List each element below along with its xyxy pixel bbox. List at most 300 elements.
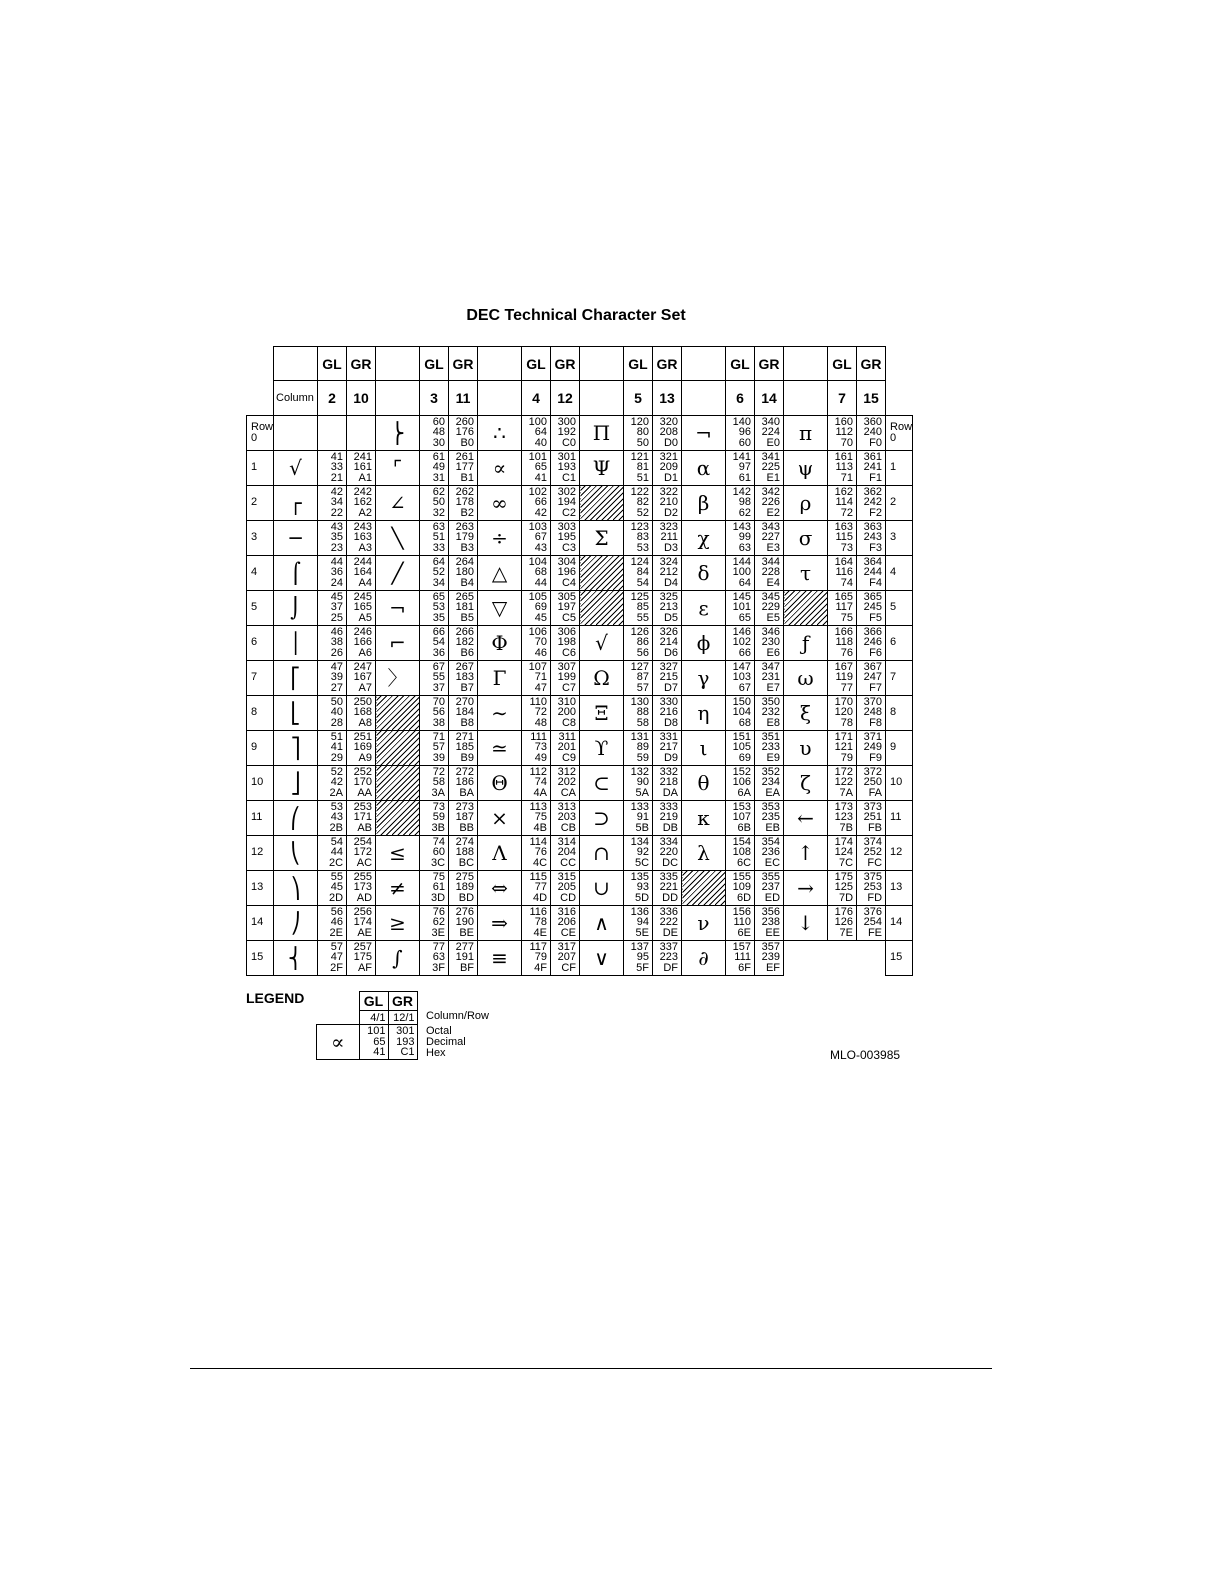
gl-codes: 44 36 24	[318, 555, 347, 590]
symbol-glyph: ∝	[478, 450, 522, 485]
row-number: 2	[251, 496, 258, 508]
symbol-glyph: ⎬	[376, 415, 420, 450]
gl-codes: 162 114 72	[828, 485, 857, 520]
row-number: 5	[251, 601, 258, 613]
symbol-glyph: η	[682, 695, 726, 730]
gr-codes: 330 216 D8	[653, 695, 682, 730]
gl-codes: 52 42 2A	[318, 765, 347, 800]
column-header-spacer	[580, 347, 624, 381]
gr-codes: 345 229 E5	[755, 590, 784, 625]
gr-codes: 245 165 A5	[347, 590, 376, 625]
row-number: 13	[890, 881, 903, 893]
gr-codes: 372 250 FA	[857, 765, 886, 800]
symbol-glyph: ⎞	[274, 870, 318, 905]
row-label	[247, 555, 274, 590]
gr-codes: 275 189 BD	[449, 870, 478, 905]
gl-codes: 135 93 5D	[624, 870, 653, 905]
gl-codes: 54 44 2C	[318, 835, 347, 870]
gl-codes: 112 74 4A	[522, 765, 551, 800]
row-label-right	[886, 800, 913, 835]
gl-column-number: 4	[522, 381, 551, 416]
row-number: 9	[890, 741, 897, 753]
gl-codes: 62 50 32	[420, 485, 449, 520]
gl-codes: 50 40 28	[318, 695, 347, 730]
gl-column-number: 5	[624, 381, 653, 416]
column-header-spacer	[784, 381, 828, 416]
row-number: 1	[890, 461, 897, 473]
row-label-right	[886, 485, 913, 520]
gl-codes: 174 124 7C	[828, 835, 857, 870]
gl-codes: 145 101 65	[726, 590, 755, 625]
row-number: 10	[251, 776, 264, 788]
symbol-glyph: Ξ	[580, 695, 624, 730]
gr-header: GR	[755, 347, 784, 381]
symbol-glyph: ⎠	[274, 905, 318, 940]
gr-codes: 260 176 B0	[449, 415, 478, 450]
row-label-right	[886, 730, 913, 765]
gr-codes: 261 177 B1	[449, 450, 478, 485]
gl-codes: 124 84 54	[624, 555, 653, 590]
gl-codes: 144 100 64	[726, 555, 755, 590]
row-number: 6	[890, 636, 897, 648]
gl-codes: 102 66 42	[522, 485, 551, 520]
legend-table	[316, 991, 418, 1060]
symbol-glyph: ⎛	[274, 800, 318, 835]
gr-codes: 370 248 F8	[857, 695, 886, 730]
symbol-glyph: ∂	[682, 940, 726, 975]
gr-codes: 355 237 ED	[755, 870, 784, 905]
row-number: 3	[251, 531, 258, 543]
gr-header: GR	[551, 347, 580, 381]
gr-codes: 336 222 DE	[653, 905, 682, 940]
gr-codes: 343 227 E3	[755, 520, 784, 555]
legend-gr-position: 12/1	[388, 1011, 417, 1025]
symbol-glyph: Σ	[580, 520, 624, 555]
gr-codes: 335 221 DD	[653, 870, 682, 905]
gr-codes: 264 180 B4	[449, 555, 478, 590]
gr-codes: 272 186 BA	[449, 765, 478, 800]
gr-header: GR	[653, 347, 682, 381]
symbol-glyph: ¬	[682, 415, 726, 450]
row-label-right	[886, 415, 913, 450]
gl-codes: 73 59 3B	[420, 800, 449, 835]
gr-codes: 320 208 D0	[653, 415, 682, 450]
symbol-glyph: Λ	[478, 835, 522, 870]
header-corner-right	[886, 347, 913, 381]
gr-codes: 361 241 F1	[857, 450, 886, 485]
gl-codes: 67 55 37	[420, 660, 449, 695]
symbol-glyph: ⌠	[274, 555, 318, 590]
gl-codes: 60 48 30	[420, 415, 449, 450]
legend-gl-codes: 101 65 41	[359, 1025, 388, 1060]
legend-label-column-row: Column/Row	[426, 1010, 489, 1022]
row-number: 14	[251, 916, 264, 928]
gr-codes: 362 242 F2	[857, 485, 886, 520]
row-number: 11	[251, 811, 263, 823]
gl-codes: 43 35 23	[318, 520, 347, 555]
symbol-glyph: ↑	[784, 835, 828, 870]
gl-codes: 71 57 39	[420, 730, 449, 765]
symbol-glyph: ∪	[580, 870, 624, 905]
row-word: Row	[890, 420, 913, 433]
gl-codes: 103 67 43	[522, 520, 551, 555]
gr-codes: 255 173 AD	[347, 870, 376, 905]
row-number: 2	[890, 496, 897, 508]
gr-codes: 351 233 E9	[755, 730, 784, 765]
symbol-glyph: β	[682, 485, 726, 520]
symbol-glyph: Π	[580, 415, 624, 450]
gl-column-number: 2	[318, 381, 347, 416]
row-number: 12	[251, 846, 264, 858]
row-number: 6	[251, 636, 258, 648]
row-label-right	[886, 870, 913, 905]
column-header-spacer	[682, 347, 726, 381]
symbol-glyph: ζ	[784, 765, 828, 800]
symbol-glyph: ⊃	[580, 800, 624, 835]
symbol-glyph: ←	[784, 800, 828, 835]
gr-codes: 312 202 CA	[551, 765, 580, 800]
gl-codes: 66 54 36	[420, 625, 449, 660]
gr-codes: 252 170 AA	[347, 765, 376, 800]
legend-label-decimal: Decimal	[426, 1036, 466, 1048]
row-number: 15	[890, 951, 903, 963]
symbol-glyph: ≥	[376, 905, 420, 940]
gl-codes: 164 116 74	[828, 555, 857, 590]
empty-cell	[784, 940, 886, 975]
legend-label-hex: Hex	[426, 1047, 446, 1059]
symbol-glyph	[274, 415, 318, 450]
gr-codes: 304 196 C4	[551, 555, 580, 590]
column-header-spacer	[376, 347, 420, 381]
gl-codes: 176 126 7E	[828, 905, 857, 940]
symbol-glyph: ≠	[376, 870, 420, 905]
unassigned-hatched-cell	[784, 590, 828, 625]
row-label	[247, 800, 274, 835]
gr-codes: 257 175 AF	[347, 940, 376, 975]
symbol-glyph: ω	[784, 660, 828, 695]
gl-codes: 122 82 52	[624, 485, 653, 520]
symbol-glyph: ─	[274, 520, 318, 555]
gr-codes: 373 251 FB	[857, 800, 886, 835]
gr-codes: 334 220 DC	[653, 835, 682, 870]
gr-codes: 251 169 A9	[347, 730, 376, 765]
gr-codes: 331 217 D9	[653, 730, 682, 765]
symbol-glyph: ∼	[478, 695, 522, 730]
gl-codes: 165 117 75	[828, 590, 857, 625]
symbol-glyph: ι	[682, 730, 726, 765]
symbol-glyph: ∩	[580, 835, 624, 870]
symbol-glyph: │	[274, 625, 318, 660]
symbol-glyph: ≡	[478, 940, 522, 975]
gr-codes: 254 172 AC	[347, 835, 376, 870]
gl-codes: 151 105 69	[726, 730, 755, 765]
gr-codes: 332 218 DA	[653, 765, 682, 800]
symbol-glyph: ξ	[784, 695, 828, 730]
symbol-glyph: ╱	[376, 555, 420, 590]
gr-codes: 353 235 EB	[755, 800, 784, 835]
gl-codes: 134 92 5C	[624, 835, 653, 870]
row-label	[247, 940, 274, 975]
symbol-glyph: τ	[784, 555, 828, 590]
symbol-glyph: ≤	[376, 835, 420, 870]
gr-codes: 265 181 B5	[449, 590, 478, 625]
gl-codes: 74 60 3C	[420, 835, 449, 870]
gr-codes: 276 190 BE	[449, 905, 478, 940]
gr-codes: 347 231 E7	[755, 660, 784, 695]
gr-codes: 350 232 E8	[755, 695, 784, 730]
gl-codes: 46 38 26	[318, 625, 347, 660]
gl-codes: 63 51 33	[420, 520, 449, 555]
gl-header: GL	[318, 347, 347, 381]
gr-column-number: 14	[755, 381, 784, 416]
figure-id: MLO-003985	[830, 1048, 901, 1062]
row-label-right	[886, 590, 913, 625]
gr-codes: 367 247 F7	[857, 660, 886, 695]
row-number: 8	[890, 706, 897, 718]
gr-codes: 352 234 EA	[755, 765, 784, 800]
gl-codes: 132 90 5A	[624, 765, 653, 800]
gr-header: GR	[857, 347, 886, 381]
gl-codes: 156 110 6E	[726, 905, 755, 940]
row-label	[247, 870, 274, 905]
symbol-glyph: π	[784, 415, 828, 450]
column-header-spacer	[478, 347, 522, 381]
row-number: 3	[890, 531, 897, 543]
symbol-glyph: γ	[682, 660, 726, 695]
row-label	[247, 485, 274, 520]
gl-codes: 107 71 47	[522, 660, 551, 695]
symbol-glyph: ψ	[784, 450, 828, 485]
row-label-right	[886, 660, 913, 695]
gr-codes: 371 249 F9	[857, 730, 886, 765]
gl-codes: 131 89 59	[624, 730, 653, 765]
gr-codes: 242 162 A2	[347, 485, 376, 520]
gr-codes: 324 212 D4	[653, 555, 682, 590]
symbol-glyph: ∫	[376, 940, 420, 975]
row-label	[247, 835, 274, 870]
row-number: 10	[890, 776, 903, 788]
gr-codes: 365 245 F5	[857, 590, 886, 625]
symbol-glyph: ×	[478, 800, 522, 835]
gl-codes: 136 94 5E	[624, 905, 653, 940]
gr-codes: 302 194 C2	[551, 485, 580, 520]
unassigned-hatched-cell	[682, 870, 726, 905]
gr-codes: 244 164 A4	[347, 555, 376, 590]
gl-codes: 160 112 70	[828, 415, 857, 450]
gr-codes: 274 188 BC	[449, 835, 478, 870]
unassigned-hatched-cell	[376, 695, 420, 730]
gr-codes: 325 213 D5	[653, 590, 682, 625]
symbol-glyph: ⎨	[274, 940, 318, 975]
row-number: 13	[251, 881, 264, 893]
gl-codes: 173 123 7B	[828, 800, 857, 835]
symbol-glyph: ⌐	[376, 625, 420, 660]
gl-codes: 121 81 51	[624, 450, 653, 485]
row-number: 4	[251, 566, 258, 578]
gl-header: GL	[420, 347, 449, 381]
symbol-glyph: ¬	[376, 590, 420, 625]
symbol-glyph: 〉	[376, 660, 420, 695]
symbol-glyph: ↓	[784, 905, 828, 940]
gr-codes: 357 239 EF	[755, 940, 784, 975]
gr-codes: 256 174 AE	[347, 905, 376, 940]
symbol-glyph: ⇒	[478, 905, 522, 940]
gr-codes: 346 230 E6	[755, 625, 784, 660]
gl-codes: 153 107 6B	[726, 800, 755, 835]
gr-codes: 250 168 A8	[347, 695, 376, 730]
gl-codes: 161 113 71	[828, 450, 857, 485]
gl-codes: 47 39 27	[318, 660, 347, 695]
gr-codes: 303 195 C3	[551, 520, 580, 555]
gl-codes: 45 37 25	[318, 590, 347, 625]
gl-header: GL	[828, 347, 857, 381]
gr-header: GR	[449, 347, 478, 381]
gr-codes: 327 215 D7	[653, 660, 682, 695]
gr-codes: 360 240 F0	[857, 415, 886, 450]
row-label-right	[886, 695, 913, 730]
gr-column-number: 15	[857, 381, 886, 416]
row-number: 7	[251, 671, 258, 683]
header-corner	[247, 347, 274, 381]
gl-codes: 57 47 2F	[318, 940, 347, 975]
gl-codes: 125 85 55	[624, 590, 653, 625]
gr-codes: 273 187 BB	[449, 800, 478, 835]
gl-codes: 141 97 61	[726, 450, 755, 485]
row-label-right	[886, 520, 913, 555]
unassigned-hatched-cell	[376, 765, 420, 800]
symbol-glyph: ▽	[478, 590, 522, 625]
gl-codes: 157 111 6F	[726, 940, 755, 975]
gr-codes: 366 246 F6	[857, 625, 886, 660]
gr-header: GR	[347, 347, 376, 381]
gl-column-number: 3	[420, 381, 449, 416]
column-header-spacer	[274, 347, 318, 381]
legend-gl-header: GL	[359, 992, 388, 1011]
symbol-glyph: ∞	[478, 485, 522, 520]
gl-codes: 166 118 76	[828, 625, 857, 660]
row-word: Row	[251, 420, 274, 433]
gl-codes: 146 102 66	[726, 625, 755, 660]
gl-codes: 152 106 6A	[726, 765, 755, 800]
gr-codes: 310 200 C8	[551, 695, 580, 730]
gl-header: GL	[522, 347, 551, 381]
header-corner-right	[886, 381, 913, 416]
row-number: 8	[251, 706, 258, 718]
symbol-glyph: ⎝	[274, 835, 318, 870]
gr-column-number: 10	[347, 381, 376, 416]
legend-label-octal: Octal	[426, 1025, 452, 1037]
gr-codes	[347, 415, 376, 450]
symbol-glyph: →	[784, 870, 828, 905]
gl-codes	[318, 415, 347, 450]
symbol-glyph: ∴	[478, 415, 522, 450]
symbol-glyph: √	[580, 625, 624, 660]
symbol-glyph: ⌜	[376, 450, 420, 485]
unassigned-hatched-cell	[376, 800, 420, 835]
gl-codes: 117 79 4F	[522, 940, 551, 975]
row-label-right	[886, 940, 913, 975]
legend-gr-header: GR	[388, 992, 417, 1011]
gr-codes: 277 191 BF	[449, 940, 478, 975]
row-number: 5	[890, 601, 897, 613]
column-header-spacer	[682, 381, 726, 416]
symbol-glyph: θ	[682, 765, 726, 800]
gl-column-number: 6	[726, 381, 755, 416]
legend-symbol: ∝	[317, 1025, 360, 1060]
gr-codes: 305 197 C5	[551, 590, 580, 625]
gr-codes: 314 204 CC	[551, 835, 580, 870]
symbol-glyph: ν	[682, 905, 726, 940]
symbol-glyph: ⇔	[478, 870, 522, 905]
gr-column-number: 11	[449, 381, 478, 416]
row-label-right	[886, 625, 913, 660]
gr-codes: 311 201 C9	[551, 730, 580, 765]
header-corner	[247, 381, 274, 416]
symbol-glyph: ⎡	[274, 660, 318, 695]
gl-codes: 171 121 79	[828, 730, 857, 765]
gr-codes: 306 198 C6	[551, 625, 580, 660]
gl-codes: 113 75 4B	[522, 800, 551, 835]
symbol-glyph: ⌡	[274, 590, 318, 625]
gr-codes: 374 252 FC	[857, 835, 886, 870]
gr-codes: 337 223 DF	[653, 940, 682, 975]
row-number: 14	[890, 916, 903, 928]
row-label	[247, 695, 274, 730]
gr-codes: 341 225 E1	[755, 450, 784, 485]
gr-codes: 321 209 D1	[653, 450, 682, 485]
gl-codes: 167 119 77	[828, 660, 857, 695]
row-label-right	[886, 450, 913, 485]
gl-codes: 106 70 46	[522, 625, 551, 660]
symbol-glyph: λ	[682, 835, 726, 870]
gl-codes: 41 33 21	[318, 450, 347, 485]
gl-header: GL	[726, 347, 755, 381]
gr-codes: 241 161 A1	[347, 450, 376, 485]
gr-codes: 253 171 AB	[347, 800, 376, 835]
gr-codes: 271 185 B9	[449, 730, 478, 765]
gr-codes: 354 236 EC	[755, 835, 784, 870]
gl-codes: 64 52 34	[420, 555, 449, 590]
row-label	[247, 450, 274, 485]
gl-codes: 105 69 45	[522, 590, 551, 625]
symbol-glyph: ╲	[376, 520, 420, 555]
gl-codes: 61 49 31	[420, 450, 449, 485]
gr-codes: 267 183 B7	[449, 660, 478, 695]
symbol-glyph: ⊂	[580, 765, 624, 800]
row-label-right	[886, 555, 913, 590]
column-label: Column	[274, 381, 318, 416]
gr-codes: 356 238 EE	[755, 905, 784, 940]
gr-column-number: 13	[653, 381, 682, 416]
symbol-glyph: Ω	[580, 660, 624, 695]
gl-codes: 110 72 48	[522, 695, 551, 730]
row-label	[247, 905, 274, 940]
symbol-glyph: ÷	[478, 520, 522, 555]
gr-codes: 363 243 F3	[857, 520, 886, 555]
gl-codes: 154 108 6C	[726, 835, 755, 870]
row-number: 0	[251, 431, 258, 444]
gl-codes: 137 95 5F	[624, 940, 653, 975]
row-number: 15	[251, 951, 264, 963]
gl-codes: 172 122 7A	[828, 765, 857, 800]
gr-codes: 323 211 D3	[653, 520, 682, 555]
legend-title: LEGEND	[246, 990, 305, 1006]
column-header-spacer	[784, 347, 828, 381]
row-label	[247, 590, 274, 625]
gr-codes: 326 214 D6	[653, 625, 682, 660]
gl-codes: 175 125 7D	[828, 870, 857, 905]
character-set-table	[246, 346, 913, 976]
